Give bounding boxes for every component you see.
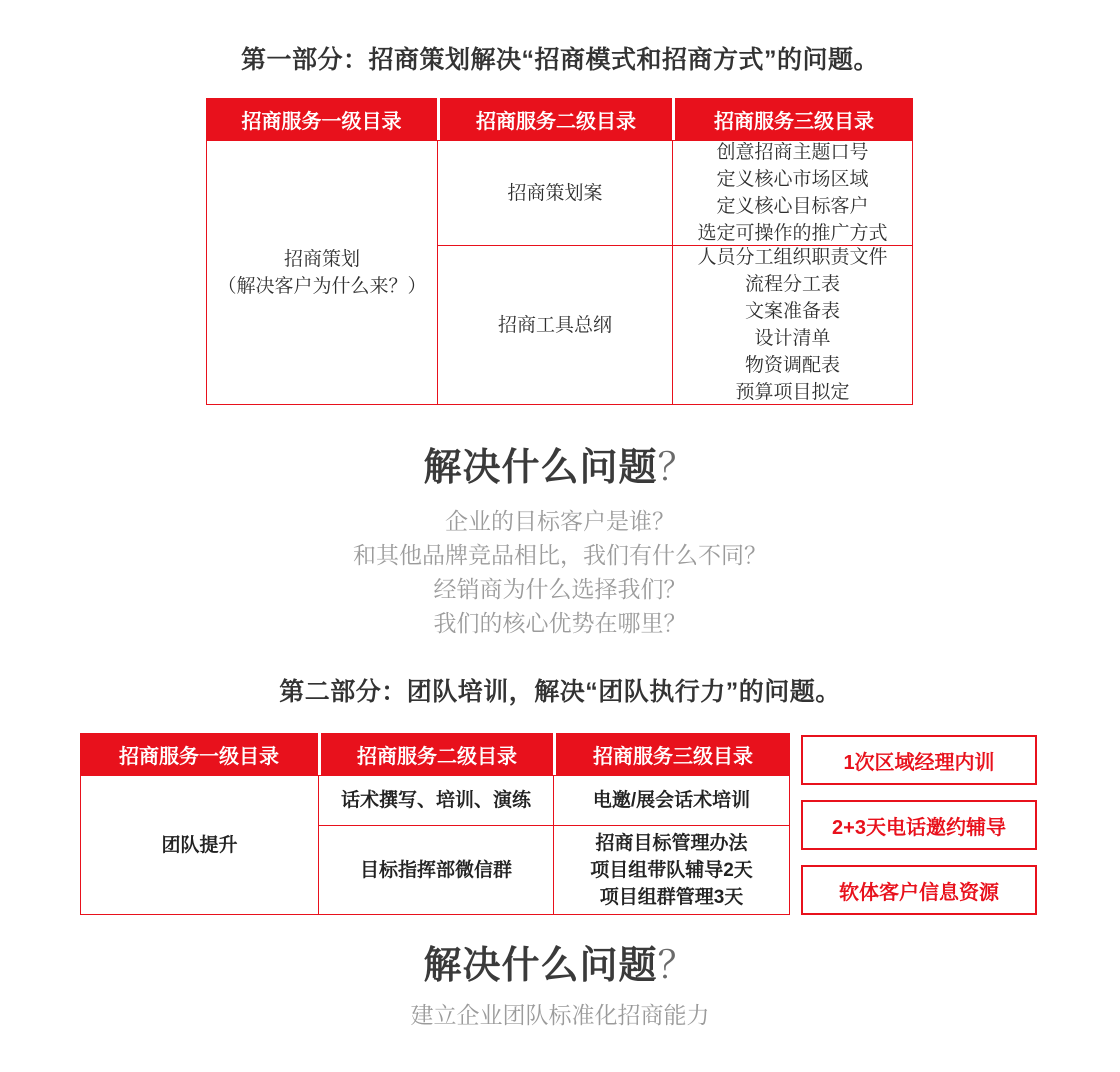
side-box-regional-manager-training: 1次区域经理内训 — [801, 735, 1037, 785]
section2-question-mark: ？ — [657, 945, 697, 987]
section1-question-list: 企业的目标客户是谁？ 和其他品牌竞品相比，我们有什么不同？ 经销商为什么选择我们？ 我们的核心优势在哪里？ — [353, 508, 767, 636]
training-row2-level3-cell: 招商目标管理办法 项目组带队辅导2天 项目组群管理3天 — [553, 825, 789, 914]
side-box-customer-info-resource: 软体客户信息资源 — [801, 865, 1037, 915]
planning-level1-cell: 招商策划 （解决客户为什么来？） — [217, 248, 427, 297]
training-row1-level3-cell: 电邀/展会话术培训 — [553, 776, 789, 825]
side-box-phone-invite-coaching: 2+3天电话邀约辅导 — [801, 800, 1037, 850]
training-row2-level2-cell: 目标指挥部微信群 — [318, 825, 553, 914]
section1-question-mark: ？ — [657, 447, 697, 489]
section1-title: 第一部分：招商策划解决“招商模式和招商方式”的问题。 — [240, 46, 879, 74]
planning-table-header-level1: 招商服务一级目录 — [206, 98, 437, 140]
planning-row2-level2-cell: 招商工具总纲 — [437, 245, 672, 404]
planning-table-body — [206, 140, 913, 405]
planning-row2-level3-cell: 人员分工组织职责文件 流程分工表 文案准备表 设计清单 物资调配表 预算项目拟定 — [672, 245, 912, 404]
planning-table-header-row — [206, 98, 913, 140]
training-table-header-row — [80, 733, 790, 775]
section1-question-heading — [0, 444, 1120, 492]
section1-question-heading-text: 解决什么问题 — [423, 447, 658, 489]
training-table-body — [80, 775, 790, 915]
section2-question-heading — [0, 942, 1120, 990]
planning-table-header-level3: 招商服务三级目录 — [672, 98, 913, 140]
training-table-header-level3: 招商服务三级目录 — [553, 733, 790, 775]
planning-table — [206, 98, 913, 405]
section2-title: 第二部分：团队培训，解决“团队执行力”的问题。 — [279, 678, 841, 706]
training-row1-level2-cell: 话术撰写、培训、演练 — [318, 776, 553, 825]
training-table-header-level1: 招商服务一级目录 — [80, 733, 318, 775]
planning-row1-level3-cell: 创意招商主题口号 定义核心市场区域 定义核心目标客户 选定可操作的推广方式 — [672, 141, 912, 245]
section2-question-heading-text: 解决什么问题 — [423, 945, 658, 987]
planning-row1-level2-cell: 招商策划案 — [437, 141, 672, 245]
planning-table-header-level2: 招商服务二级目录 — [437, 98, 672, 140]
section2-answer-line: 建立企业团队标准化招商能力 — [410, 1002, 710, 1028]
training-level1-cell: 团队提升 — [161, 834, 238, 856]
training-table-header-level2: 招商服务二级目录 — [318, 733, 553, 775]
training-table — [80, 733, 790, 915]
